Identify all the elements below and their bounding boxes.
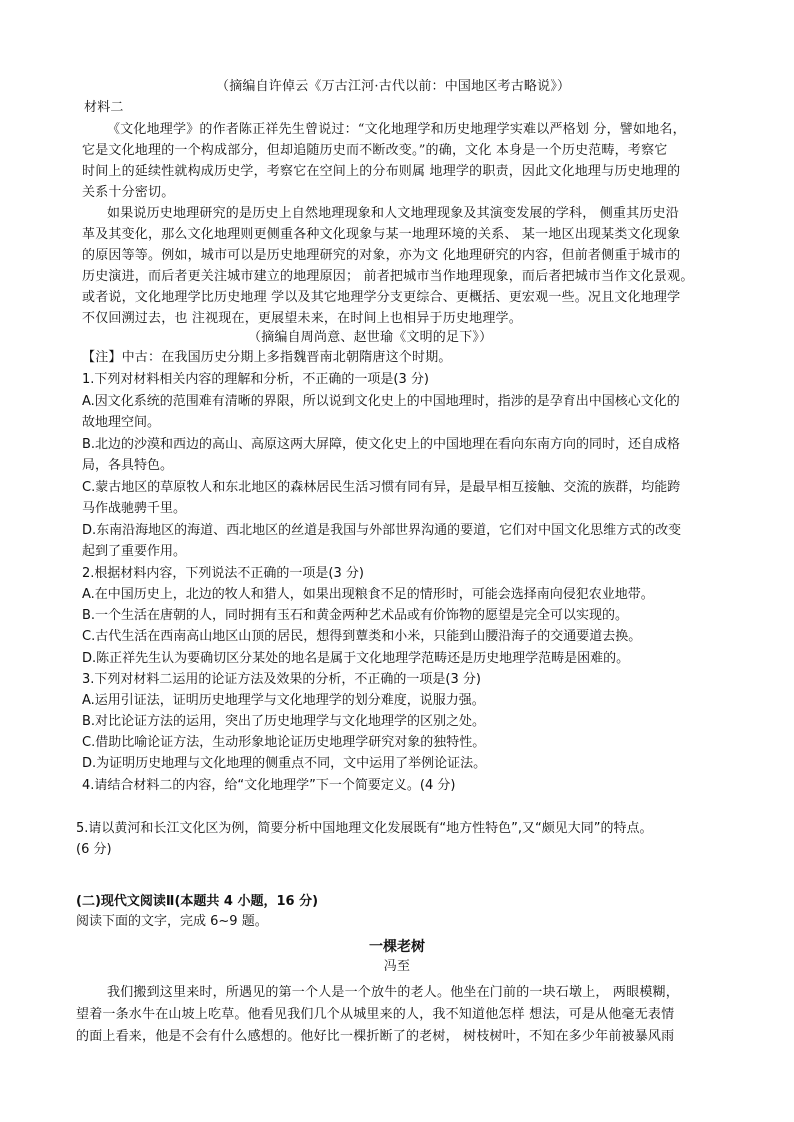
q1-option-c-line1: C.蒙古地区的草原牧人和东北地区的森林居民生活习惯有同有异，是最早相互接触、交流的族群，均能跨 xyxy=(82,480,681,495)
article-author: 冯至 xyxy=(383,959,411,974)
q3-stem: 3.下列对材料二运用的论证方法及效果的分析，不正确的一项是(3 分) xyxy=(82,672,481,687)
section2-instruction: 阅读下面的文字，完成 6~9 题。 xyxy=(76,914,268,929)
material2-p2-line1: 如果说历史地理研究的是历史上自然地理现象和人文地理现象及其演变发展的学科， 侧重其历史沿 xyxy=(107,206,679,221)
material2-p2-line4: 历史演进，而后者更关注城市建立的地理原因； 前者把城市当作地理现象，而后者把城市当作文化景观。 xyxy=(82,269,694,284)
material2-p1-line1: 《文化地理学》的作者陈正祥先生曾说过：“文化地理学和历史地理学实难以严格划 分，譬如地名， xyxy=(107,122,686,137)
q3-option-c: C.借助比喻论证方法，生动形象地论证历史地理学研究对象的独特性。 xyxy=(82,735,486,750)
material2-p1-line4: 关系十分密切。 xyxy=(82,185,175,200)
q2-option-a: A.在中国历史上，北边的牧人和猎人，如果出现粮食不足的情形时，可能会选择南向侵犯农业地带。 xyxy=(82,587,654,602)
q1-option-b-line2: 局，各具特色。 xyxy=(82,458,174,473)
article-p1-line2: 望着一条水牛在山坡上吃草。他看见我们几个从城里来的人，我不知道他怎样 想法，可是从他毫无表情 xyxy=(76,1007,675,1022)
material2-p1-line2: 它是文化地理的一个构成部分，但却追随历史而不断改变。”的确，文化 本身是一个历史范畴，考察它 xyxy=(82,143,668,158)
material2-p2-line2: 革及其变化，那么文化地理则更侧重各种文化现象与某一地理环境的关系、 某一地区出现某类文化现象 xyxy=(82,227,681,242)
q2-option-b: B.一个生活在唐朝的人，同时拥有玉石和黄金两种艺术品或有价饰物的愿望是完全可以实现的。 xyxy=(82,608,629,623)
note-line: 【注】中古：在我国历史分期上多指魏晋南北朝隋唐这个时期。 xyxy=(82,350,452,365)
article-p1-line1: 我们搬到这里来时，所遇见的第一个人是一个放牛的老人。他坐在门前的一块石墩上， 两眼模糊， xyxy=(107,985,679,1000)
article-title: 一棵老树 xyxy=(369,939,425,955)
q3-option-b: B.对比论证方法的运用，突出了历史地理学与文化地理学的区别之处。 xyxy=(82,714,486,729)
q2-option-d: D.陈正祥先生认为要确切区分某处的地名是属于文化地理学范畴还是历史地理学范畴是困难的。 xyxy=(82,651,630,666)
material2-p2-line3: 的原因等等。例如，城市可以是历史地理研究的对象，亦为文 化地理研究的内容，但前者侧重于城市的 xyxy=(82,248,681,263)
material2-p2-line5: 或者说，文化地理学比历史地理 学以及其它地理学分支更综合、更概括、更宏观一些。况且文化地理学 xyxy=(82,290,681,305)
material2-p2-line6: 不仅回溯过去，也 注视现在，更展望未来，在时间上也相异于历史地理学。 xyxy=(82,311,522,326)
material2-heading: 材料二 xyxy=(84,100,124,115)
material2-p1-line3: 时间上的延续性就构成历史学，考察它在空间上的分布则属 地理学的职责，因此文化地理与历史地理的 xyxy=(82,164,681,179)
q1-option-a-line1: A.因文化系统的范围难有清晰的界限，所以说到文化史上的中国地理时，指涉的是孕育出中国核心文化的 xyxy=(82,394,680,409)
q1-option-a-line2: 故地理空间。 xyxy=(82,415,161,430)
q1-option-c-line2: 马作战驰骋千里。 xyxy=(82,501,187,516)
q1-option-d-line2: 起到了重要作用。 xyxy=(82,544,187,559)
q5-stem-line1: 5.请以黄河和长江文化区为例，简要分析中国地理文化发展既有“地方性特色”,又“颇见大同”的特点。 xyxy=(76,821,653,836)
q5-stem-line2: (6 分) xyxy=(76,842,112,857)
q1-option-b-line1: B.北边的沙漠和西边的高山、高原这两大屏障，使文化史上的中国地理在看向东南方向的同时，还自成格 xyxy=(82,437,681,452)
source-line-material1: （摘编自许倬云《万古江河·古代以前：中国地区考古略说》） xyxy=(216,79,571,94)
section2-heading: (二)现代文阅读Ⅱ(本题共 4 小题，16 分) xyxy=(76,894,319,909)
q4-stem: 4.请结合材料二的内容，给“文化地理学”下一个简要定义。(4 分) xyxy=(82,778,456,793)
article-p1-line3: 的面上看来，他是不会有什么感想的。他好比一棵折断了的老树， 树枝树叶，不知在多少年前被暴风雨 xyxy=(76,1029,675,1044)
source-line-material2: （摘编自周尚意、赵世瑜《文明的足下》） xyxy=(248,330,493,345)
q3-option-d: D.为证明历史地理与文化地理的侧重点不同，文中运用了举例论证法。 xyxy=(82,756,487,771)
q3-option-a: A.运用引证法，证明历史地理学与文化地理学的划分难度，说服力强。 xyxy=(82,693,485,708)
q2-stem: 2.根据材料内容，下列说法不正确的一项是(3 分) xyxy=(82,566,364,581)
q1-stem: 1.下列对材料相关内容的理解和分析，不正确的一项是(3 分) xyxy=(82,372,429,387)
q2-option-c: C.古代生活在西南高山地区山顶的居民，想得到蕈类和小米，只能到山腰沿海子的交通要道去换。 xyxy=(82,629,642,644)
q1-option-d-line1: D.东南沿海地区的海道、西北地区的丝道是我国与外部世界沟通的要道，它们对中国文化思维方式的改变 xyxy=(82,523,682,538)
